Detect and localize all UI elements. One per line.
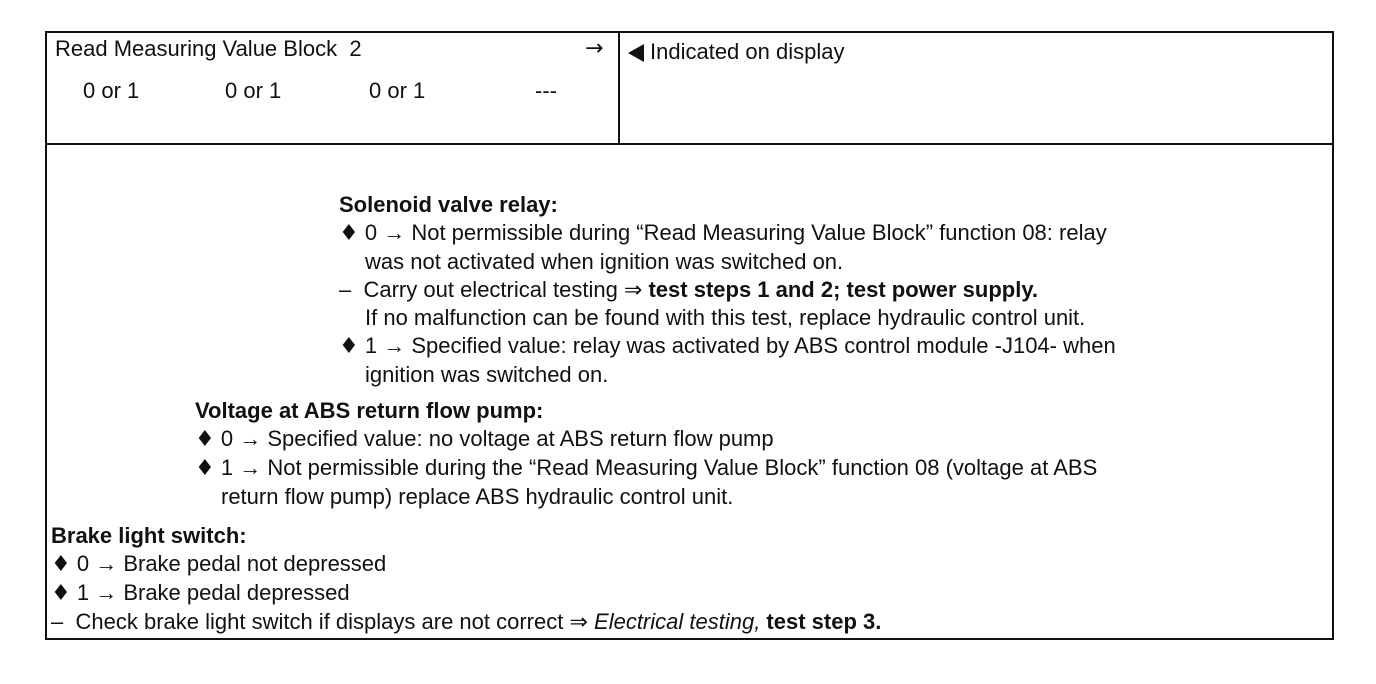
block-label: Read Measuring Value Block bbox=[55, 36, 338, 61]
solenoid-item-0-line-1: 0 → Not permissible during “Read Measuring Value Block” function 08: relay bbox=[364, 220, 1107, 245]
arrow-right-icon: → bbox=[585, 36, 604, 61]
brake-check-step: test step 3. bbox=[760, 609, 882, 634]
brake-section bbox=[51, 522, 881, 636]
solenoid-title: Solenoid valve relay: bbox=[339, 192, 558, 217]
bullet-icon: ♦ bbox=[51, 581, 71, 606]
dash-icon: – bbox=[339, 277, 352, 302]
pump-item-0-text: 0 → Specified value: no voltage at ABS return flow pump bbox=[220, 426, 774, 451]
brake-check-text: Check brake light switch if displays are not correct ⇒ bbox=[75, 609, 595, 634]
brake-item-0-text: 0 → Brake pedal not depressed bbox=[76, 551, 387, 576]
solenoid-item-0 bbox=[339, 219, 1116, 248]
pump-title: Voltage at ABS return flow pump: bbox=[195, 398, 544, 423]
field-4: --- bbox=[535, 78, 557, 103]
pump-section bbox=[195, 397, 1097, 511]
bullet-icon: ♦ bbox=[195, 427, 215, 452]
solenoid-item-0-line-2: was not activated when ignition was switched on. bbox=[365, 249, 844, 274]
document-frame bbox=[45, 31, 1334, 640]
field-3: 0 or 1 bbox=[369, 78, 426, 103]
solenoid-section bbox=[339, 191, 1116, 389]
pointer-left-icon bbox=[628, 44, 644, 62]
bullet-icon: ♦ bbox=[195, 456, 215, 481]
header-row bbox=[47, 33, 1332, 145]
brake-item-1-text: 1 → Brake pedal depressed bbox=[76, 580, 350, 605]
display-note bbox=[628, 38, 844, 66]
solenoid-item-1 bbox=[339, 332, 1116, 361]
field-1: 0 or 1 bbox=[83, 78, 140, 103]
brake-item-0 bbox=[51, 550, 881, 579]
solenoid-item-1-line-2: ignition was switched on. bbox=[365, 362, 609, 387]
bullet-icon: ♦ bbox=[339, 334, 359, 359]
solenoid-item-1-line-1: 1 → Specified value: relay was activated by ABS control module -J104- when bbox=[364, 333, 1116, 358]
pump-item-1 bbox=[195, 454, 1097, 483]
bullet-icon: ♦ bbox=[51, 552, 71, 577]
pump-item-0 bbox=[195, 425, 1097, 454]
block-number: 2 bbox=[349, 36, 362, 61]
solenoid-step-bold: test steps 1 and 2; test power supply. bbox=[648, 277, 1039, 302]
block-title bbox=[55, 35, 362, 63]
brake-check-link-text: Electrical testing, bbox=[594, 609, 761, 634]
solenoid-step-line-2: If no malfunction can be found with this test, replace hydraulic control unit. bbox=[365, 305, 1086, 330]
pump-item-1-line-1: 1 → Not permissible during the “Read Measuring Value Block” function 08 (voltage at ABS bbox=[220, 455, 1098, 480]
dash-icon: – bbox=[51, 609, 64, 634]
pump-item-1-line-2: return flow pump) replace ABS hydraulic control unit. bbox=[221, 484, 734, 509]
brake-check bbox=[51, 608, 881, 636]
brake-item-1 bbox=[51, 579, 881, 608]
field-2: 0 or 1 bbox=[225, 78, 282, 103]
solenoid-step bbox=[339, 276, 1116, 304]
bullet-icon: ♦ bbox=[339, 221, 359, 246]
brake-title: Brake light switch: bbox=[51, 523, 247, 548]
display-note-text: Indicated on display bbox=[650, 39, 845, 64]
measuring-block-cell bbox=[47, 33, 620, 143]
solenoid-step-text: Carry out electrical testing ⇒ bbox=[363, 277, 649, 302]
